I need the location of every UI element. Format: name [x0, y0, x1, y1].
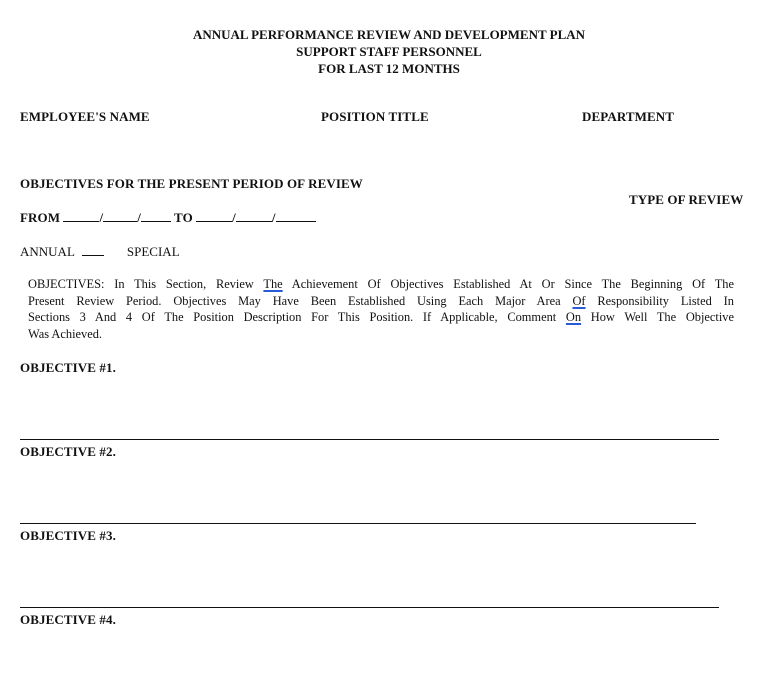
- to-day-blank[interactable]: [236, 209, 272, 222]
- objective-2-answer-line[interactable]: [20, 523, 696, 524]
- instructions-line: [28, 326, 734, 343]
- form-period: FOR LAST 12 MONTHS: [318, 61, 460, 76]
- form-title: ANNUAL PERFORMANCE REVIEW AND DEVELOPMENT PLAN: [192, 27, 586, 42]
- slash: /: [137, 210, 141, 225]
- instructions-line: [28, 276, 734, 293]
- objective-2-label: OBJECTIVE #2.: [20, 444, 116, 459]
- from-day-blank[interactable]: [103, 209, 137, 222]
- objective-1-label: OBJECTIVE #1.: [20, 360, 116, 375]
- instructions-text: Sections 3 And 4 Of The Position Description For This Position. If Applicable, Comment: [28, 310, 566, 324]
- objective-3-answer-line[interactable]: [20, 607, 719, 608]
- instructions-text: Was Achieved.: [28, 326, 103, 341]
- to-year-blank[interactable]: [276, 209, 316, 222]
- instructions-text: Achievement Of Objectives Established At Or Since The Beginning Of The: [282, 277, 734, 291]
- annual-label: ANNUAL: [20, 244, 75, 259]
- objective-1-answer-line[interactable]: [20, 439, 719, 440]
- instructions-text: OBJECTIVES: In This Section, Review: [28, 277, 264, 291]
- slash: /: [232, 210, 236, 225]
- spellcheck-word: Of: [572, 293, 586, 308]
- instructions-paragraph: [28, 276, 734, 342]
- instructions-text: Responsibility Listed In: [585, 293, 734, 308]
- to-label: TO: [174, 210, 193, 225]
- objective-4-label: OBJECTIVE #4.: [20, 612, 116, 627]
- spellcheck-word: The: [263, 277, 283, 291]
- instructions-line: [28, 309, 734, 326]
- slash: /: [271, 210, 276, 225]
- instructions-text: Present Review Period. Objectives May Have Been Established Using Each Major Area: [28, 293, 573, 308]
- objective-3-label: OBJECTIVE #3.: [20, 528, 116, 543]
- from-month-blank[interactable]: [63, 209, 99, 222]
- instructions-line: [28, 293, 734, 310]
- employee-name-label: EMPLOYEE'S NAME: [20, 109, 150, 124]
- from-year-blank[interactable]: [141, 209, 171, 222]
- department-label: DEPARTMENT: [582, 109, 675, 124]
- slash: /: [99, 210, 104, 225]
- position-title-label: POSITION TITLE: [321, 109, 429, 124]
- to-month-blank[interactable]: [196, 209, 232, 222]
- review-period-heading: OBJECTIVES FOR THE PRESENT PERIOD OF REVIEW: [20, 176, 363, 191]
- special-label: SPECIAL: [126, 244, 180, 259]
- form-subtitle: SUPPORT STAFF PERSONNEL: [296, 44, 482, 59]
- date-range-row: [20, 209, 316, 226]
- spellcheck-word: On: [565, 310, 582, 324]
- review-type-row: [20, 243, 180, 260]
- from-label: FROM: [20, 210, 61, 225]
- annual-blank[interactable]: [82, 243, 104, 256]
- type-of-review-label: TYPE OF REVIEW: [629, 192, 744, 207]
- instructions-text: How Well The Objective: [581, 310, 734, 324]
